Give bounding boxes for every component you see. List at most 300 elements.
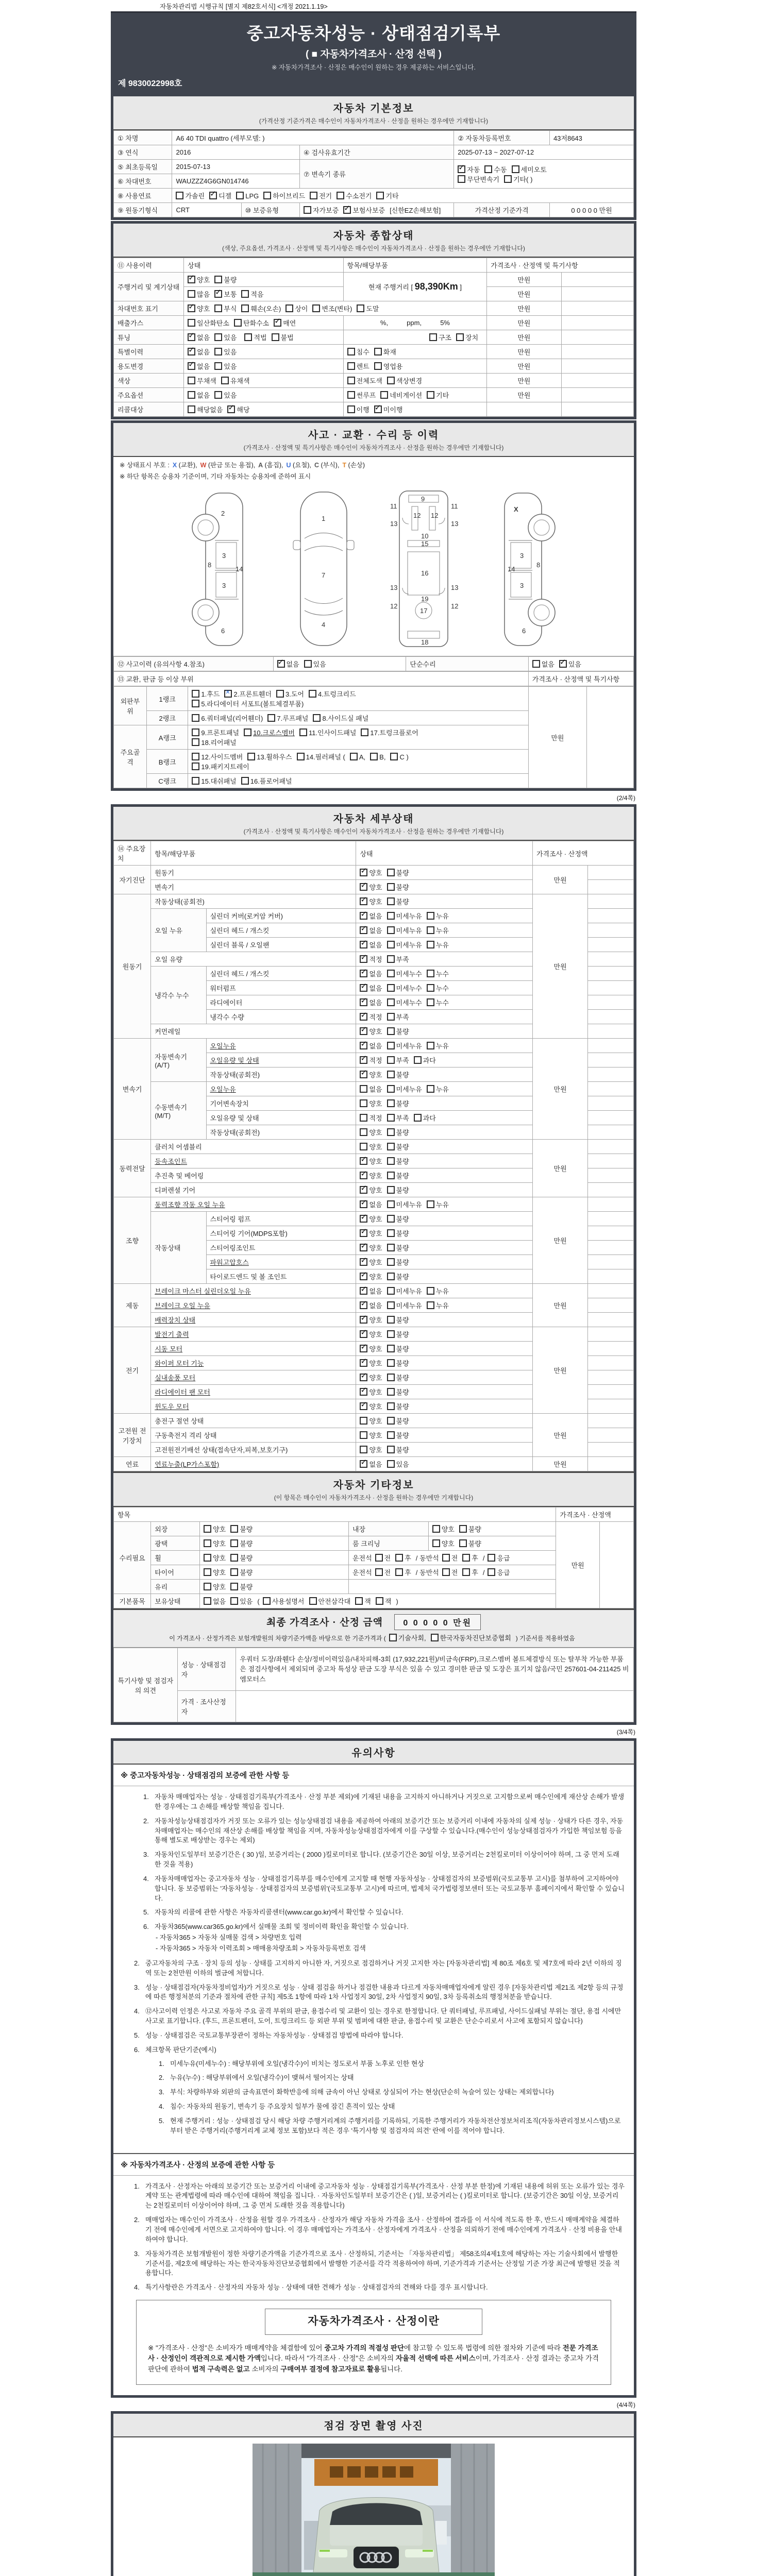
checkbox-icon[interactable] bbox=[387, 1215, 395, 1223]
checkbox-option[interactable] bbox=[375, 1567, 391, 1577]
checkbox-icon[interactable] bbox=[360, 1114, 367, 1122]
checkbox-icon[interactable] bbox=[309, 1597, 317, 1605]
checkbox-option[interactable] bbox=[272, 332, 294, 342]
checkbox-option[interactable] bbox=[387, 1199, 422, 1209]
checkbox-icon[interactable] bbox=[387, 1388, 395, 1396]
notes-cell[interactable] bbox=[561, 330, 633, 345]
checkbox-checked-icon[interactable] bbox=[360, 1200, 367, 1208]
checkbox-option[interactable] bbox=[360, 1012, 382, 1022]
checkbox-option[interactable] bbox=[192, 699, 304, 708]
detail-notes-cell[interactable] bbox=[588, 909, 634, 923]
checkbox-option[interactable] bbox=[230, 1538, 253, 1548]
detail-notes-cell[interactable] bbox=[588, 1255, 634, 1269]
checkbox-option[interactable] bbox=[361, 727, 418, 737]
checkbox-option[interactable] bbox=[234, 318, 269, 328]
checkbox-option[interactable] bbox=[427, 969, 449, 978]
checkbox-icon[interactable] bbox=[304, 660, 312, 668]
rank-notes-cell[interactable] bbox=[587, 687, 634, 788]
checkbox-icon[interactable] bbox=[313, 714, 321, 722]
checkbox-icon[interactable] bbox=[285, 304, 293, 312]
checkbox-option[interactable] bbox=[188, 347, 210, 357]
checkbox-icon[interactable] bbox=[214, 333, 222, 341]
checkbox-icon[interactable] bbox=[374, 362, 382, 370]
checkbox-option[interactable] bbox=[360, 997, 382, 1007]
checkbox-option[interactable] bbox=[360, 1272, 382, 1281]
checkbox-icon[interactable] bbox=[192, 762, 199, 770]
checkbox-option[interactable] bbox=[263, 1596, 305, 1606]
checkbox-icon[interactable] bbox=[414, 1056, 422, 1064]
checkbox-icon[interactable] bbox=[387, 1273, 395, 1280]
checkbox-option[interactable] bbox=[360, 1401, 382, 1411]
checkbox-option[interactable] bbox=[387, 1041, 422, 1050]
checkbox-icon[interactable] bbox=[387, 998, 395, 1006]
checkbox-icon[interactable] bbox=[387, 941, 395, 948]
checkbox-option[interactable] bbox=[431, 1633, 511, 1642]
checkbox-icon[interactable] bbox=[188, 319, 195, 327]
checkbox-option[interactable] bbox=[387, 1185, 409, 1195]
checkbox-option[interactable] bbox=[427, 1300, 449, 1310]
checkbox-checked-icon[interactable] bbox=[224, 690, 232, 698]
checkbox-icon[interactable] bbox=[427, 984, 434, 992]
checkbox-option[interactable] bbox=[387, 1070, 409, 1079]
checkbox-icon[interactable] bbox=[241, 290, 249, 298]
checkbox-option[interactable] bbox=[360, 1084, 382, 1094]
checkbox-option[interactable] bbox=[390, 753, 408, 761]
checkbox-checked-icon[interactable] bbox=[360, 1172, 367, 1179]
checkbox-option[interactable] bbox=[380, 390, 422, 400]
checkbox-icon[interactable] bbox=[414, 1114, 422, 1122]
checkbox-option[interactable] bbox=[188, 376, 216, 385]
checkbox-option[interactable] bbox=[360, 1127, 382, 1137]
car-diagram-left-side[interactable] bbox=[182, 489, 265, 649]
checkbox-option[interactable] bbox=[285, 303, 308, 313]
checkbox-icon[interactable] bbox=[387, 912, 395, 920]
checkbox-icon[interactable] bbox=[504, 175, 512, 183]
checkbox-option[interactable] bbox=[387, 1344, 409, 1353]
checkbox-icon[interactable] bbox=[484, 165, 492, 173]
checkbox-option[interactable] bbox=[387, 983, 422, 993]
checkbox-icon[interactable] bbox=[427, 1287, 434, 1295]
checkbox-icon[interactable] bbox=[387, 984, 395, 992]
checkbox-option[interactable] bbox=[241, 289, 263, 299]
checkbox-option[interactable] bbox=[192, 737, 236, 747]
checkbox-icon[interactable] bbox=[387, 1056, 395, 1064]
checkbox-checked-icon[interactable] bbox=[360, 970, 367, 977]
checkbox-icon[interactable] bbox=[263, 192, 271, 199]
checkbox-option[interactable] bbox=[387, 1286, 422, 1296]
checkbox-icon[interactable] bbox=[204, 1554, 211, 1562]
checkbox-icon[interactable] bbox=[387, 1301, 395, 1309]
detail-notes-cell[interactable] bbox=[588, 967, 634, 981]
detail-notes-cell[interactable] bbox=[588, 1356, 634, 1370]
checkbox-icon[interactable] bbox=[192, 690, 199, 698]
checkbox-checked-icon[interactable] bbox=[209, 192, 217, 199]
detail-notes-cell[interactable] bbox=[588, 1428, 634, 1443]
detail-notes-cell[interactable] bbox=[588, 1241, 634, 1255]
checkbox-option[interactable] bbox=[214, 303, 237, 313]
checkbox-option[interactable] bbox=[427, 940, 449, 950]
checkbox-option[interactable] bbox=[387, 376, 422, 385]
checkbox-checked-icon[interactable] bbox=[360, 1027, 367, 1035]
checkbox-icon[interactable] bbox=[462, 1554, 470, 1562]
checkbox-option[interactable] bbox=[247, 752, 292, 761]
checkbox-icon[interactable] bbox=[427, 1085, 434, 1093]
checkbox-checked-icon[interactable] bbox=[360, 941, 367, 948]
checkbox-option[interactable] bbox=[389, 1633, 426, 1642]
checkbox-checked-icon[interactable] bbox=[360, 1013, 367, 1021]
checkbox-icon[interactable] bbox=[214, 276, 222, 283]
checkbox-icon[interactable] bbox=[429, 333, 437, 341]
checkbox-icon[interactable] bbox=[188, 405, 195, 413]
checkbox-option[interactable] bbox=[395, 1553, 411, 1563]
checkbox-option[interactable] bbox=[214, 332, 237, 342]
detail-notes-cell[interactable] bbox=[588, 1010, 634, 1024]
checkbox-icon[interactable] bbox=[376, 192, 384, 199]
detail-notes-cell[interactable] bbox=[588, 981, 634, 995]
checkbox-icon[interactable] bbox=[360, 1417, 367, 1425]
checkbox-icon[interactable] bbox=[427, 998, 434, 1006]
checkbox-option[interactable] bbox=[214, 361, 237, 371]
detail-notes-cell[interactable] bbox=[588, 1140, 634, 1154]
car-diagram-underbody[interactable] bbox=[382, 489, 465, 649]
checkbox-icon[interactable] bbox=[427, 391, 434, 399]
checkbox-option[interactable] bbox=[360, 1142, 382, 1151]
checkbox-icon[interactable] bbox=[427, 1301, 434, 1309]
checkbox-option[interactable] bbox=[374, 347, 396, 357]
checkbox-option[interactable] bbox=[204, 1538, 226, 1548]
checkbox-option[interactable] bbox=[188, 289, 210, 299]
checkbox-option[interactable] bbox=[360, 1070, 382, 1079]
checkbox-icon[interactable] bbox=[387, 1027, 395, 1035]
checkbox-icon[interactable] bbox=[387, 955, 395, 963]
checkbox-icon[interactable] bbox=[230, 1539, 238, 1547]
checkbox-option[interactable] bbox=[360, 868, 382, 877]
car-diagram-top[interactable] bbox=[282, 489, 365, 649]
checkbox-icon[interactable] bbox=[459, 1525, 467, 1533]
checkbox-option[interactable] bbox=[387, 1387, 409, 1397]
checkbox-option[interactable] bbox=[309, 1596, 351, 1606]
checkbox-icon[interactable] bbox=[230, 1525, 238, 1533]
detail-notes-cell[interactable] bbox=[588, 952, 634, 967]
detail-notes-cell[interactable] bbox=[588, 866, 634, 880]
checkbox-option[interactable] bbox=[192, 689, 220, 699]
detail-notes-cell[interactable] bbox=[588, 1342, 634, 1356]
checkbox-option[interactable] bbox=[387, 1142, 409, 1151]
checkbox-option[interactable] bbox=[188, 318, 229, 328]
detail-notes-cell[interactable] bbox=[588, 1414, 634, 1428]
checkbox-option[interactable] bbox=[297, 752, 345, 761]
checkbox-option[interactable] bbox=[224, 689, 272, 699]
checkbox-option[interactable] bbox=[427, 1286, 449, 1296]
checkbox-option[interactable] bbox=[299, 727, 356, 737]
checkbox-option[interactable] bbox=[188, 361, 210, 371]
checkbox-option[interactable] bbox=[427, 1041, 449, 1050]
checkbox-option[interactable] bbox=[188, 275, 210, 284]
checkbox-option[interactable] bbox=[360, 1156, 382, 1166]
checkbox-option[interactable] bbox=[192, 713, 263, 723]
checkbox-option[interactable] bbox=[263, 191, 305, 200]
checkbox-checked-icon[interactable] bbox=[188, 276, 195, 283]
checkbox-option[interactable] bbox=[488, 1567, 510, 1577]
checkbox-option[interactable] bbox=[442, 1553, 458, 1563]
checkbox-option[interactable] bbox=[204, 1596, 226, 1606]
checkbox-checked-icon[interactable] bbox=[360, 1215, 367, 1223]
notes-cell[interactable] bbox=[561, 345, 633, 359]
checkbox-icon[interactable] bbox=[387, 1143, 395, 1150]
checkbox-option[interactable] bbox=[387, 1272, 409, 1281]
checkbox-option[interactable] bbox=[458, 164, 480, 174]
checkbox-icon[interactable] bbox=[230, 1597, 238, 1605]
checkbox-option[interactable] bbox=[387, 1300, 422, 1310]
checkbox-icon[interactable] bbox=[214, 304, 222, 312]
checkbox-checked-icon[interactable] bbox=[360, 1301, 367, 1309]
checkbox-option[interactable] bbox=[376, 1596, 392, 1606]
checkbox-option[interactable] bbox=[387, 940, 422, 950]
detail-notes-cell[interactable] bbox=[588, 1385, 634, 1399]
checkbox-option[interactable] bbox=[462, 1567, 478, 1577]
checkbox-option[interactable] bbox=[347, 361, 369, 371]
checkbox-option[interactable] bbox=[432, 1524, 455, 1534]
checkbox-option[interactable] bbox=[192, 727, 239, 737]
checkbox-option[interactable] bbox=[512, 164, 547, 174]
checkbox-option[interactable] bbox=[414, 1113, 436, 1123]
checkbox-checked-icon[interactable] bbox=[559, 660, 567, 668]
checkbox-option[interactable] bbox=[387, 1084, 422, 1094]
checkbox-icon[interactable] bbox=[192, 714, 199, 722]
checkbox-option[interactable] bbox=[360, 1286, 382, 1296]
checkbox-checked-icon[interactable] bbox=[360, 1388, 367, 1396]
checkbox-checked-icon[interactable] bbox=[188, 333, 195, 341]
checkbox-icon[interactable] bbox=[347, 348, 355, 355]
checkbox-icon[interactable] bbox=[230, 1568, 238, 1576]
checkbox-option[interactable] bbox=[360, 1257, 382, 1267]
checkbox-option[interactable] bbox=[360, 1098, 382, 1108]
checkbox-icon[interactable] bbox=[488, 1568, 495, 1576]
checkbox-icon[interactable] bbox=[347, 391, 355, 399]
checkbox-icon[interactable] bbox=[387, 1359, 395, 1367]
checkbox-option[interactable] bbox=[343, 205, 385, 215]
checkbox-option[interactable] bbox=[309, 689, 356, 699]
checkbox-icon[interactable] bbox=[390, 753, 398, 760]
checkbox-option[interactable] bbox=[227, 404, 249, 414]
checkbox-icon[interactable] bbox=[357, 304, 364, 312]
checkbox-icon[interactable] bbox=[389, 1634, 397, 1641]
checkbox-icon[interactable] bbox=[276, 690, 284, 698]
checkbox-checked-icon[interactable] bbox=[360, 1244, 367, 1251]
checkbox-icon[interactable] bbox=[230, 1583, 238, 1590]
checkbox-icon[interactable] bbox=[297, 753, 305, 760]
checkbox-option[interactable] bbox=[427, 1084, 449, 1094]
checkbox-option[interactable] bbox=[360, 1358, 382, 1368]
checkbox-option[interactable] bbox=[427, 390, 449, 400]
checkbox-icon[interactable] bbox=[360, 1085, 367, 1093]
checkbox-option[interactable] bbox=[347, 390, 376, 400]
checkbox-option[interactable] bbox=[360, 911, 382, 921]
checkbox-icon[interactable] bbox=[192, 738, 199, 746]
checkbox-checked-icon[interactable] bbox=[360, 1359, 367, 1367]
checkbox-icon[interactable] bbox=[370, 753, 378, 760]
checkbox-option[interactable] bbox=[176, 191, 205, 200]
notes-cell[interactable] bbox=[561, 402, 633, 417]
checkbox-checked-icon[interactable] bbox=[227, 405, 235, 413]
notes-cell[interactable] bbox=[561, 388, 633, 402]
checkbox-option[interactable] bbox=[376, 191, 398, 200]
checkbox-icon[interactable] bbox=[234, 319, 242, 327]
checkbox-option[interactable] bbox=[387, 1445, 409, 1454]
detail-notes-cell[interactable] bbox=[588, 894, 634, 909]
checkbox-option[interactable] bbox=[360, 1026, 382, 1036]
checkbox-option[interactable] bbox=[387, 925, 422, 935]
checkbox-icon[interactable] bbox=[462, 1568, 470, 1576]
checkbox-option[interactable] bbox=[188, 332, 210, 342]
detail-notes-cell[interactable] bbox=[588, 880, 634, 894]
checkbox-option[interactable] bbox=[360, 1430, 382, 1440]
checkbox-icon[interactable] bbox=[459, 1539, 467, 1547]
checkbox-option[interactable] bbox=[244, 727, 295, 737]
checkbox-icon[interactable] bbox=[214, 362, 222, 370]
checkbox-option[interactable] bbox=[304, 205, 339, 215]
checkbox-checked-icon[interactable] bbox=[360, 1330, 367, 1338]
checkbox-option[interactable] bbox=[360, 954, 382, 964]
detail-notes-cell[interactable] bbox=[588, 1197, 634, 1212]
checkbox-icon[interactable] bbox=[387, 377, 395, 384]
checkbox-option[interactable] bbox=[432, 1538, 455, 1548]
checkbox-checked-icon[interactable] bbox=[274, 319, 281, 327]
checkbox-option[interactable] bbox=[488, 1553, 510, 1563]
checkbox-option[interactable] bbox=[374, 361, 403, 371]
checkbox-icon[interactable] bbox=[427, 926, 434, 934]
checkbox-icon[interactable] bbox=[442, 1568, 450, 1576]
checkbox-option[interactable] bbox=[310, 191, 332, 200]
checkbox-icon[interactable] bbox=[387, 1345, 395, 1352]
checkbox-checked-icon[interactable] bbox=[360, 1345, 367, 1352]
checkbox-icon[interactable] bbox=[176, 192, 183, 199]
checkbox-option[interactable] bbox=[204, 1567, 226, 1577]
checkbox-option[interactable] bbox=[360, 940, 382, 950]
checkbox-option[interactable] bbox=[192, 752, 243, 761]
checkbox-option[interactable] bbox=[360, 983, 382, 993]
checkbox-icon[interactable] bbox=[247, 753, 255, 760]
checkbox-option[interactable] bbox=[387, 1026, 409, 1036]
checkbox-icon[interactable] bbox=[387, 1085, 395, 1093]
checkbox-option[interactable] bbox=[456, 332, 478, 342]
checkbox-checked-icon[interactable] bbox=[188, 348, 195, 355]
checkbox-option[interactable] bbox=[355, 1596, 371, 1606]
checkbox-icon[interactable] bbox=[387, 1316, 395, 1324]
checkbox-icon[interactable] bbox=[387, 1172, 395, 1179]
checkbox-option[interactable] bbox=[360, 1329, 382, 1339]
checkbox-icon[interactable] bbox=[427, 941, 434, 948]
checkbox-option[interactable] bbox=[387, 1113, 409, 1123]
notes-cell[interactable] bbox=[561, 316, 633, 330]
checkbox-option[interactable] bbox=[204, 1553, 226, 1563]
inspection-photo-front[interactable] bbox=[253, 2444, 495, 2576]
checkbox-icon[interactable] bbox=[360, 1099, 367, 1107]
checkbox-option[interactable] bbox=[214, 275, 237, 284]
checkbox-icon[interactable] bbox=[512, 165, 519, 173]
checkbox-icon[interactable] bbox=[387, 1244, 395, 1251]
checkbox-option[interactable] bbox=[387, 1171, 409, 1180]
detail-notes-cell[interactable] bbox=[588, 1226, 634, 1241]
other-notes-cell[interactable] bbox=[599, 1522, 633, 1608]
checkbox-option[interactable] bbox=[387, 911, 422, 921]
checkbox-option[interactable] bbox=[276, 689, 304, 699]
checkbox-icon[interactable] bbox=[360, 1128, 367, 1136]
checkbox-option[interactable] bbox=[230, 1582, 253, 1591]
checkbox-option[interactable] bbox=[532, 659, 554, 669]
checkbox-icon[interactable] bbox=[299, 728, 307, 736]
detail-notes-cell[interactable] bbox=[588, 1183, 634, 1197]
checkbox-checked-icon[interactable] bbox=[360, 1273, 367, 1280]
checkbox-option[interactable] bbox=[360, 896, 382, 906]
checkbox-option[interactable] bbox=[188, 303, 210, 313]
checkbox-option[interactable] bbox=[387, 896, 409, 906]
detail-notes-cell[interactable] bbox=[588, 1327, 634, 1342]
checkbox-option[interactable] bbox=[559, 659, 581, 669]
checkbox-option[interactable] bbox=[427, 997, 449, 1007]
checkbox-icon[interactable] bbox=[427, 1200, 434, 1208]
checkbox-icon[interactable] bbox=[310, 192, 317, 199]
checkbox-option[interactable] bbox=[241, 303, 281, 313]
checkbox-icon[interactable] bbox=[387, 1287, 395, 1295]
checkbox-icon[interactable] bbox=[387, 897, 395, 905]
checkbox-icon[interactable] bbox=[387, 1229, 395, 1237]
checkbox-option[interactable] bbox=[387, 1055, 409, 1065]
checkbox-icon[interactable] bbox=[241, 304, 249, 312]
checkbox-checked-icon[interactable] bbox=[277, 660, 285, 668]
checkbox-option[interactable] bbox=[337, 191, 372, 200]
checkbox-option[interactable] bbox=[387, 1228, 409, 1238]
checkbox-option[interactable] bbox=[504, 174, 532, 184]
checkbox-icon[interactable] bbox=[230, 1554, 238, 1562]
checkbox-icon[interactable] bbox=[188, 391, 195, 399]
checkbox-icon[interactable] bbox=[192, 753, 199, 760]
checkbox-option[interactable] bbox=[221, 376, 250, 385]
checkbox-option[interactable] bbox=[360, 1459, 382, 1469]
detail-notes-cell[interactable] bbox=[588, 1082, 634, 1096]
checkbox-option[interactable] bbox=[429, 332, 451, 342]
checkbox-option[interactable] bbox=[360, 1387, 382, 1397]
checkbox-checked-icon[interactable] bbox=[360, 1287, 367, 1295]
checkbox-option[interactable] bbox=[277, 659, 299, 669]
checkbox-icon[interactable] bbox=[387, 1417, 395, 1425]
checkbox-option[interactable] bbox=[387, 1315, 409, 1325]
checkbox-icon[interactable] bbox=[532, 660, 540, 668]
checkbox-checked-icon[interactable] bbox=[360, 912, 367, 920]
checkbox-option[interactable] bbox=[350, 753, 365, 761]
checkbox-icon[interactable] bbox=[360, 1446, 367, 1453]
checkbox-option[interactable] bbox=[360, 925, 382, 935]
checkbox-icon[interactable] bbox=[188, 290, 195, 298]
checkbox-option[interactable] bbox=[360, 1228, 382, 1238]
checkbox-option[interactable] bbox=[387, 1329, 409, 1339]
checkbox-option[interactable] bbox=[360, 882, 382, 892]
checkbox-option[interactable] bbox=[244, 332, 266, 342]
checkbox-icon[interactable] bbox=[360, 1431, 367, 1439]
checkbox-option[interactable] bbox=[387, 1156, 409, 1166]
detail-notes-cell[interactable] bbox=[588, 1111, 634, 1125]
checkbox-icon[interactable] bbox=[337, 192, 344, 199]
checkbox-option[interactable] bbox=[427, 1199, 449, 1209]
checkbox-icon[interactable] bbox=[375, 1554, 383, 1562]
checkbox-icon[interactable] bbox=[432, 1525, 440, 1533]
checkbox-option[interactable] bbox=[230, 1596, 253, 1606]
checkbox-option[interactable] bbox=[360, 1199, 382, 1209]
checkbox-icon[interactable] bbox=[387, 1013, 395, 1021]
checkbox-checked-icon[interactable] bbox=[360, 1229, 367, 1237]
checkbox-icon[interactable] bbox=[214, 391, 222, 399]
checkbox-option[interactable] bbox=[347, 347, 369, 357]
